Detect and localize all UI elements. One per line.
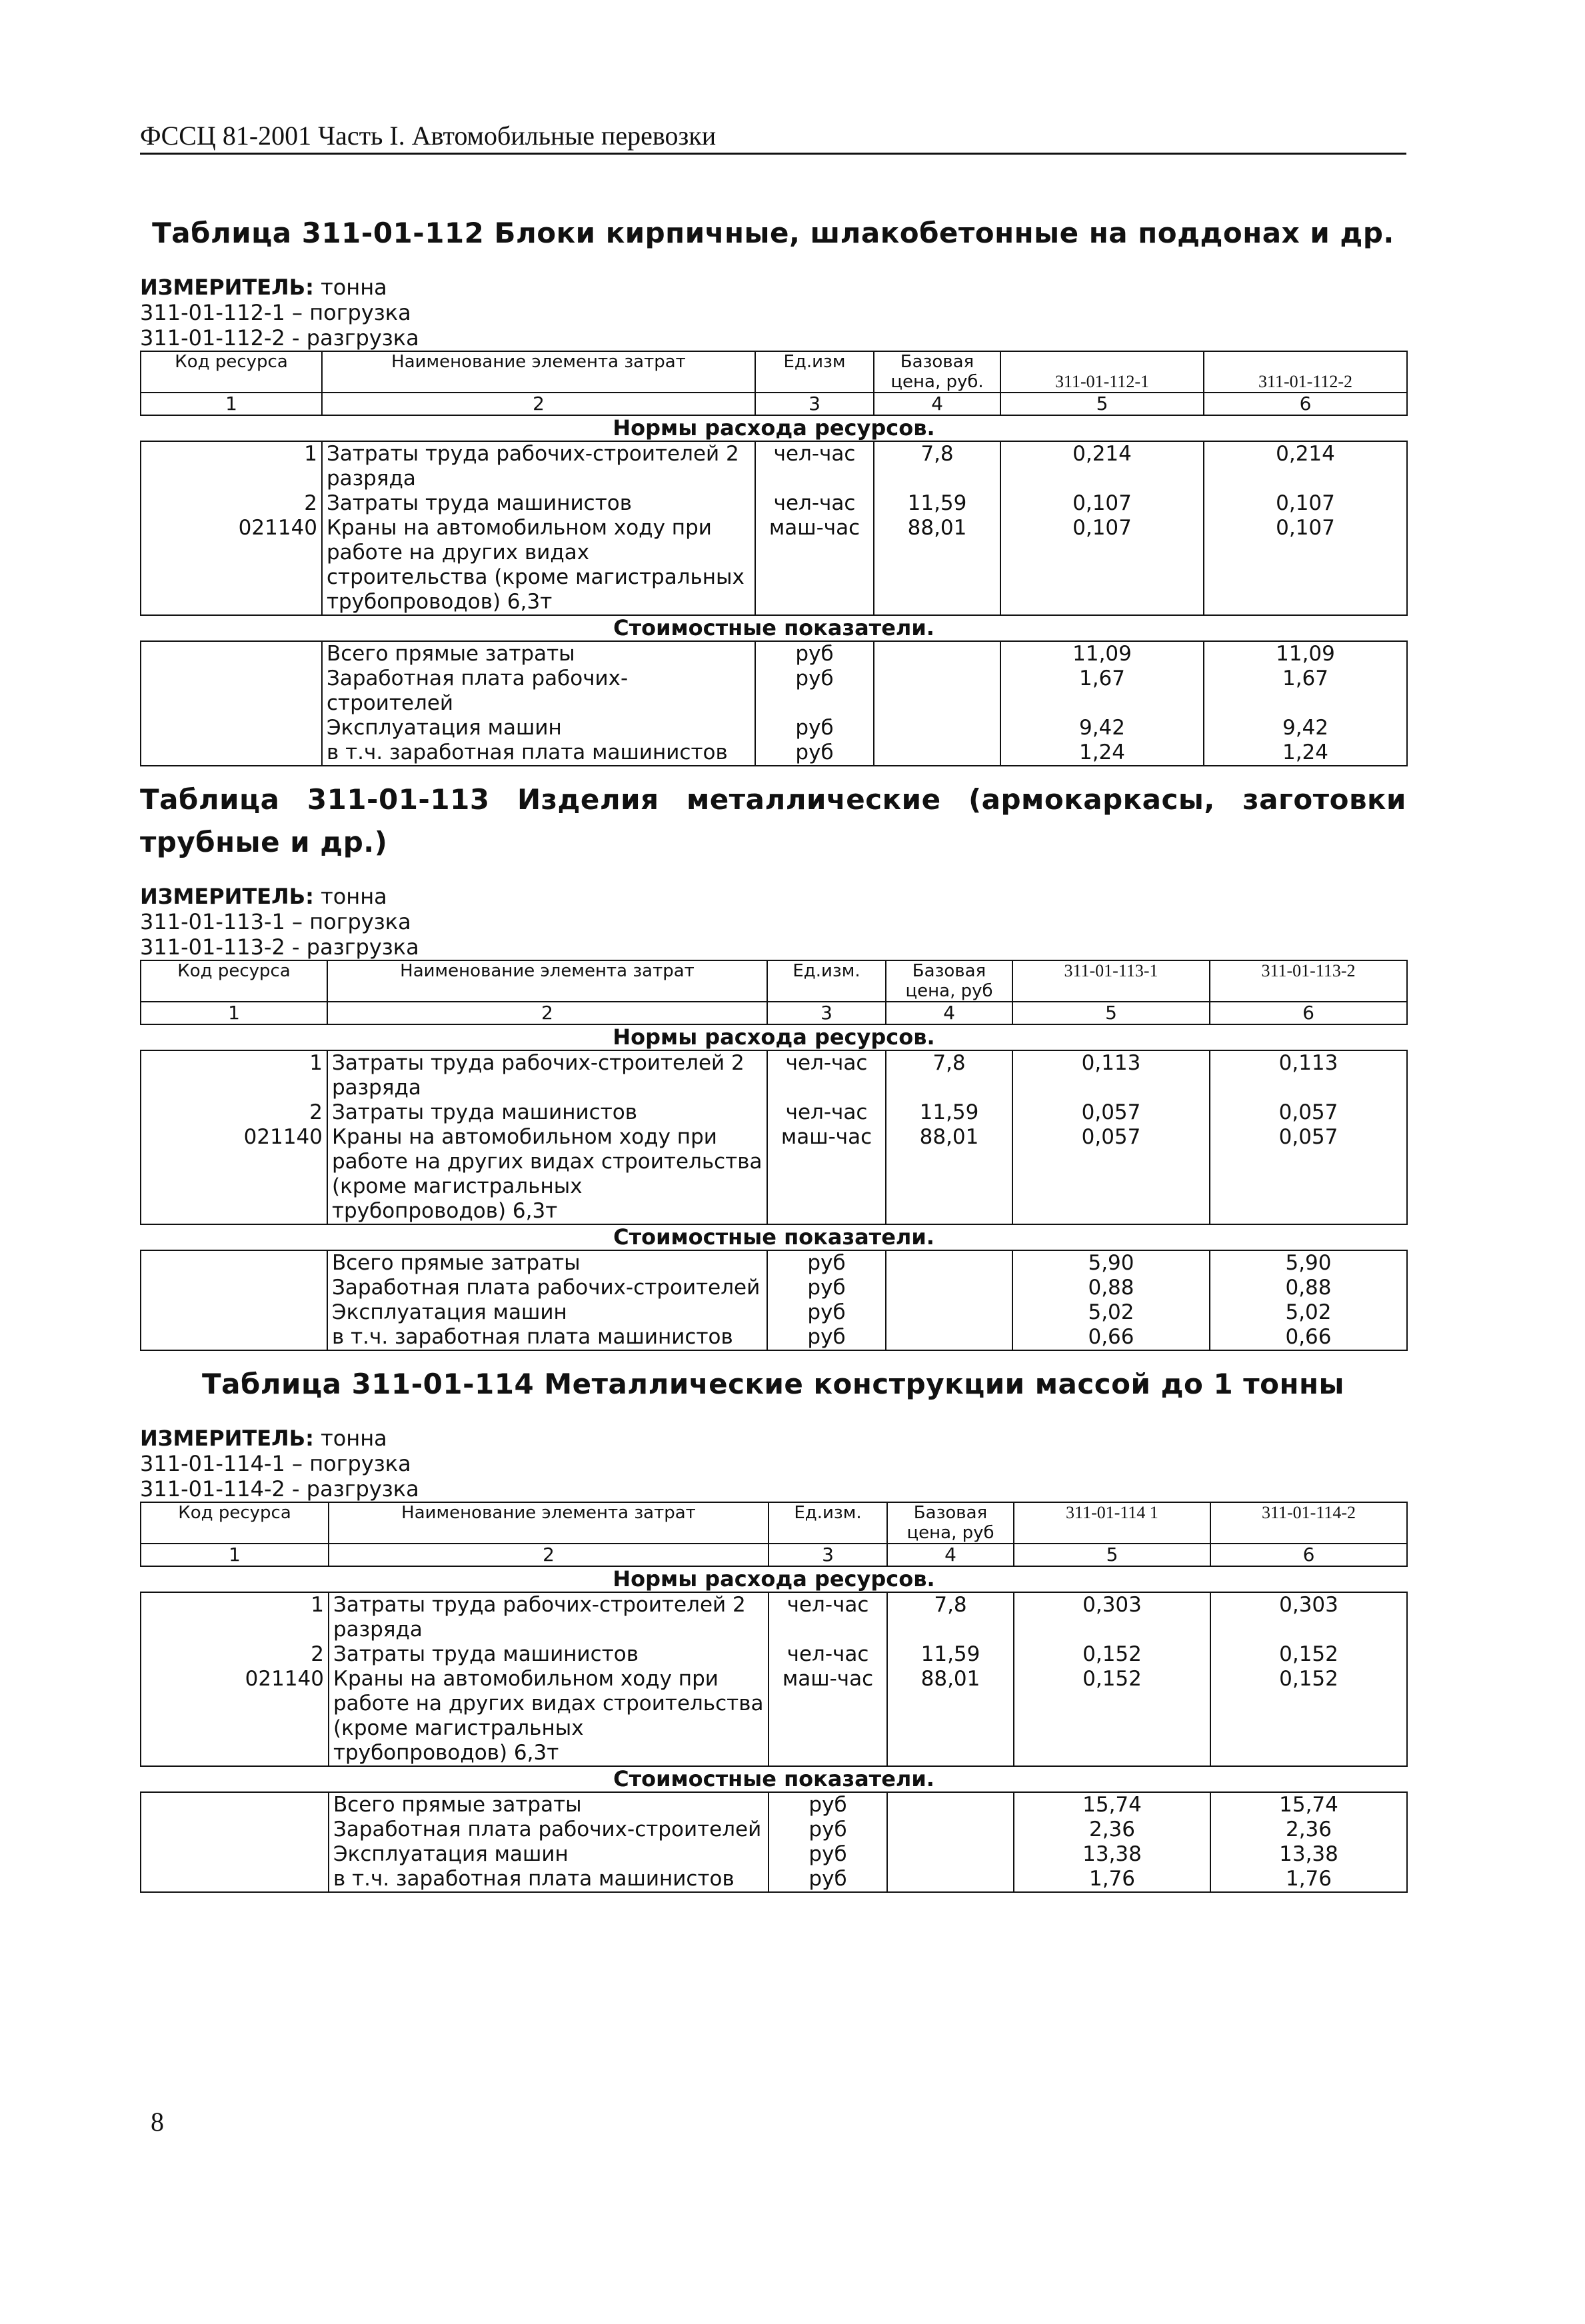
- cost-value-2: 0,88: [1210, 1276, 1407, 1300]
- norms-table: [140, 351, 1408, 766]
- table-title: Таблица 311-01-112 Блоки кирпичные, шлакобетонные на поддонах и др.: [152, 217, 1394, 249]
- resource-code: 2: [141, 491, 322, 516]
- section-heading: Нормы расхода ресурсов.: [141, 415, 1407, 441]
- resource-code: 2: [141, 1642, 329, 1667]
- resource-name: Затраты труда рабочих-строителей 2 разряда: [322, 441, 755, 491]
- cost-unit: руб: [755, 716, 874, 740]
- table-meta: [140, 884, 1406, 960]
- resource-unit: чел-час: [755, 441, 874, 491]
- resource-price: 88,01: [886, 1125, 1012, 1224]
- column-header: 311-01-113-1: [1012, 960, 1210, 1002]
- column-number-row: [141, 393, 1407, 415]
- column-number: 4: [886, 1002, 1012, 1024]
- table-row: [141, 516, 1407, 615]
- resource-value-1: 0,214: [1000, 441, 1204, 491]
- column-number: 5: [1000, 393, 1204, 415]
- resource-price: 11,59: [887, 1642, 1014, 1667]
- table-row: [141, 666, 1407, 716]
- resource-name: Краны на автомобильном ходу при работе на других видах строительства (кроме магистральных трубопроводов) 6,3т: [329, 1667, 769, 1766]
- cost-value-2: 9,42: [1204, 716, 1407, 740]
- header-row: [141, 960, 1407, 1002]
- column-header: Базовая цена, руб: [887, 1502, 1014, 1544]
- cost-unit: руб: [767, 1300, 886, 1325]
- measure-label: ИЗМЕРИТЕЛЬ:: [140, 275, 314, 300]
- column-number: 2: [322, 393, 755, 415]
- cost-name: Заработная плата рабочих-строителей: [322, 666, 755, 716]
- table-row: [141, 491, 1407, 516]
- resource-name: Краны на автомобильном ходу при работе на других видах строительства (кроме магистральных трубопроводов) 6,3т: [322, 516, 755, 615]
- empty-cell: [887, 1792, 1014, 1892]
- cost-value-1: 5,02: [1012, 1300, 1210, 1325]
- resource-price: 11,59: [886, 1100, 1012, 1125]
- column-number: 4: [887, 1544, 1014, 1566]
- resource-value-2: 0,113: [1210, 1050, 1407, 1100]
- resource-unit: чел-час: [767, 1100, 886, 1125]
- measure-value: тонна: [321, 884, 387, 909]
- cost-value-1: 5,90: [1012, 1250, 1210, 1276]
- column-number: 5: [1014, 1544, 1210, 1566]
- resource-code: 1: [141, 441, 322, 491]
- section-heading: Стоимостные показатели.: [141, 615, 1407, 641]
- cost-value-2: 1,67: [1204, 666, 1407, 716]
- column-header: Базовая цена, руб.: [874, 351, 1000, 393]
- table-meta: [140, 275, 1406, 351]
- cost-value-2: 0,66: [1210, 1325, 1407, 1350]
- resource-value-1: 0,107: [1000, 491, 1204, 516]
- cost-unit: руб: [767, 1276, 886, 1300]
- section-heading: Нормы расхода ресурсов.: [141, 1024, 1407, 1050]
- column-number: 2: [327, 1002, 767, 1024]
- empty-cell: [886, 1250, 1012, 1350]
- code-line: 311-01-113-1 – погрузка: [140, 909, 411, 934]
- resource-name: Затраты труда рабочих-строителей 2 разряда: [327, 1050, 767, 1100]
- column-header: 311-01-112-2: [1204, 351, 1407, 393]
- cost-value-1: 1,76: [1014, 1867, 1210, 1892]
- column-header: Код ресурса: [141, 1502, 329, 1544]
- empty-cell: [141, 1792, 329, 1892]
- resource-price: 11,59: [874, 491, 1000, 516]
- table-block-1: [140, 212, 1406, 766]
- cost-value-1: 11,09: [1000, 641, 1204, 666]
- cost-unit: руб: [767, 1250, 886, 1276]
- resource-value-1: 0,057: [1012, 1100, 1210, 1125]
- cost-value-2: 5,02: [1210, 1300, 1407, 1325]
- resource-value-1: 0,057: [1012, 1125, 1210, 1224]
- cost-unit: руб: [767, 1325, 886, 1350]
- cost-name: Заработная плата рабочих-строителей: [329, 1817, 769, 1842]
- table-row: [141, 716, 1407, 740]
- column-number: 3: [767, 1002, 886, 1024]
- cost-value-1: 15,74: [1014, 1792, 1210, 1817]
- column-number: 6: [1210, 1002, 1407, 1024]
- cost-value-2: 1,76: [1210, 1867, 1407, 1892]
- cost-name: в т.ч. заработная плата машинистов: [327, 1325, 767, 1350]
- header-row: [141, 1502, 1407, 1544]
- norms-table: [140, 1502, 1408, 1893]
- header-row: [141, 351, 1407, 393]
- measure-value: тонна: [321, 1426, 387, 1451]
- resource-unit: маш-час: [769, 1667, 887, 1766]
- cost-value-1: 1,24: [1000, 740, 1204, 766]
- cost-name: Всего прямые затраты: [327, 1250, 767, 1276]
- table-row: [141, 1300, 1407, 1325]
- resource-value-2: 0,107: [1204, 516, 1407, 615]
- cost-value-2: 2,36: [1210, 1817, 1407, 1842]
- column-header: 311-01-112-1: [1000, 351, 1204, 393]
- table-row: [141, 1250, 1407, 1276]
- column-number: 3: [769, 1544, 887, 1566]
- section-heading: Нормы расхода ресурсов.: [141, 1566, 1407, 1592]
- cost-name: Всего прямые затраты: [329, 1792, 769, 1817]
- code-line: 311-01-114-2 - разгрузка: [140, 1476, 419, 1502]
- measure-label: ИЗМЕРИТЕЛЬ:: [140, 1426, 314, 1451]
- measure-value: тонна: [321, 275, 387, 300]
- cost-name: в т.ч. заработная плата машинистов: [329, 1867, 769, 1892]
- cost-unit: руб: [755, 641, 874, 666]
- column-header: 311-01-113-2: [1210, 960, 1407, 1002]
- cost-name: Эксплуатация машин: [322, 716, 755, 740]
- empty-cell: [874, 641, 1000, 766]
- resource-code: 1: [141, 1050, 327, 1100]
- resource-price: 7,8: [887, 1592, 1014, 1642]
- resource-value-2: 0,057: [1210, 1125, 1407, 1224]
- resource-value-2: 0,152: [1210, 1667, 1407, 1766]
- resource-value-1: 0,303: [1014, 1592, 1210, 1642]
- table-title: Таблица 311-01-114 Металлические конструкции массой до 1 тонны: [201, 1368, 1345, 1400]
- cost-value-2: 15,74: [1210, 1792, 1407, 1817]
- cost-unit: руб: [755, 740, 874, 766]
- column-header: Наименование элемента затрат: [322, 351, 755, 393]
- cost-name: Всего прямые затраты: [322, 641, 755, 666]
- cost-value-1: 0,66: [1012, 1325, 1210, 1350]
- resource-unit: маш-час: [767, 1125, 886, 1224]
- table-meta: [140, 1426, 1406, 1502]
- resource-code: 021140: [141, 516, 322, 615]
- cost-unit: руб: [769, 1867, 887, 1892]
- resource-name: Затраты труда машинистов: [322, 491, 755, 516]
- code-line: 311-01-112-1 – погрузка: [140, 300, 411, 325]
- cost-name: в т.ч. заработная плата машинистов: [322, 740, 755, 766]
- table-row: [141, 1592, 1407, 1642]
- column-number: 6: [1204, 393, 1407, 415]
- resource-unit: чел-час: [755, 491, 874, 516]
- cost-value-1: 1,67: [1000, 666, 1204, 716]
- page-number: 8: [151, 2107, 164, 2137]
- table-row: [141, 641, 1407, 666]
- column-header: Ед.изм.: [769, 1502, 887, 1544]
- column-number: 3: [755, 393, 874, 415]
- table-row: [141, 1125, 1407, 1224]
- cost-value-2: 1,24: [1204, 740, 1407, 766]
- column-header: Ед.изм.: [767, 960, 886, 1002]
- table-row: [141, 1100, 1407, 1125]
- column-number: 1: [141, 1544, 329, 1566]
- norms-table: [140, 960, 1408, 1351]
- column-header: 311-01-114 1: [1014, 1502, 1210, 1544]
- resource-value-1: 0,152: [1014, 1642, 1210, 1667]
- section-heading: Стоимостные показатели.: [141, 1766, 1407, 1792]
- table-row: [141, 1867, 1407, 1892]
- cost-unit: руб: [769, 1817, 887, 1842]
- resource-price: 7,8: [874, 441, 1000, 491]
- resource-code: 2: [141, 1100, 327, 1125]
- cost-value-1: 13,38: [1014, 1842, 1210, 1867]
- resource-value-1: 0,152: [1014, 1667, 1210, 1766]
- table-block-3: [140, 1363, 1406, 1893]
- resource-unit: чел-час: [767, 1050, 886, 1100]
- column-number: 1: [141, 1002, 327, 1024]
- column-header: Код ресурса: [141, 351, 322, 393]
- table-row: [141, 1842, 1407, 1867]
- resource-value-1: 0,113: [1012, 1050, 1210, 1100]
- resource-unit: чел-час: [769, 1642, 887, 1667]
- section-heading: Стоимостные показатели.: [141, 1224, 1407, 1250]
- column-number-row: [141, 1002, 1407, 1024]
- table-row: [141, 1817, 1407, 1842]
- cost-name: Заработная плата рабочих-строителей: [327, 1276, 767, 1300]
- resource-value-2: 0,107: [1204, 491, 1407, 516]
- cost-name: Эксплуатация машин: [329, 1842, 769, 1867]
- column-header: Наименование элемента затрат: [327, 960, 767, 1002]
- table-row: [141, 1050, 1407, 1100]
- column-header: Базовая цена, руб: [886, 960, 1012, 1002]
- measure-label: ИЗМЕРИТЕЛЬ:: [140, 884, 314, 909]
- column-header: Код ресурса: [141, 960, 327, 1002]
- resource-unit: чел-час: [769, 1592, 887, 1642]
- resource-name: Затраты труда рабочих-строителей 2 разряда: [329, 1592, 769, 1642]
- resource-price: 88,01: [874, 516, 1000, 615]
- code-line: 311-01-113-2 - разгрузка: [140, 934, 419, 960]
- cost-value-1: 0,88: [1012, 1276, 1210, 1300]
- column-number-row: [141, 1544, 1407, 1566]
- empty-cell: [141, 1250, 327, 1350]
- resource-value-1: 0,107: [1000, 516, 1204, 615]
- cost-value-2: 13,38: [1210, 1842, 1407, 1867]
- table-row: [141, 441, 1407, 491]
- table-block-2: [140, 778, 1406, 1351]
- table-row: [141, 1276, 1407, 1300]
- resource-code: 021140: [141, 1125, 327, 1224]
- cost-unit: руб: [755, 666, 874, 716]
- resource-name: Краны на автомобильном ходу при работе на других видах строительства (кроме магистральных трубопроводов) 6,3т: [327, 1125, 767, 1224]
- resource-price: 88,01: [887, 1667, 1014, 1766]
- column-header: Наименование элемента затрат: [329, 1502, 769, 1544]
- table-row: [141, 1667, 1407, 1766]
- column-number: 2: [329, 1544, 769, 1566]
- cost-unit: руб: [769, 1792, 887, 1817]
- resource-value-2: 0,152: [1210, 1642, 1407, 1667]
- cost-value-2: 5,90: [1210, 1250, 1407, 1276]
- column-number: 5: [1012, 1002, 1210, 1024]
- column-number: 1: [141, 393, 322, 415]
- resource-code: 021140: [141, 1667, 329, 1766]
- resource-value-2: 0,214: [1204, 441, 1407, 491]
- table-row: [141, 740, 1407, 766]
- table-row: [141, 1642, 1407, 1667]
- code-line: 311-01-112-2 - разгрузка: [140, 325, 419, 351]
- resource-code: 1: [141, 1592, 329, 1642]
- resource-name: Затраты труда машинистов: [327, 1100, 767, 1125]
- cost-unit: руб: [769, 1842, 887, 1867]
- cost-value-2: 11,09: [1204, 641, 1407, 666]
- resource-unit: маш-час: [755, 516, 874, 615]
- column-header: 311-01-114-2: [1210, 1502, 1407, 1544]
- running-header: ФССЦ 81-2001 Часть I. Автомобильные перевозки: [140, 120, 1406, 155]
- column-number: 4: [874, 393, 1000, 415]
- table-title: Таблица 311-01-113 Изделия металлические (армокаркасы, заготовки трубные и др.): [140, 783, 1406, 858]
- resource-value-2: 0,057: [1210, 1100, 1407, 1125]
- resource-price: 7,8: [886, 1050, 1012, 1100]
- cost-value-1: 2,36: [1014, 1817, 1210, 1842]
- empty-cell: [141, 641, 322, 766]
- column-header: Ед.изм: [755, 351, 874, 393]
- table-row: [141, 1792, 1407, 1817]
- cost-value-1: 9,42: [1000, 716, 1204, 740]
- code-line: 311-01-114-1 – погрузка: [140, 1451, 411, 1476]
- column-number: 6: [1210, 1544, 1407, 1566]
- resource-value-2: 0,303: [1210, 1592, 1407, 1642]
- table-row: [141, 1325, 1407, 1350]
- resource-name: Затраты труда машинистов: [329, 1642, 769, 1667]
- cost-name: Эксплуатация машин: [327, 1300, 767, 1325]
